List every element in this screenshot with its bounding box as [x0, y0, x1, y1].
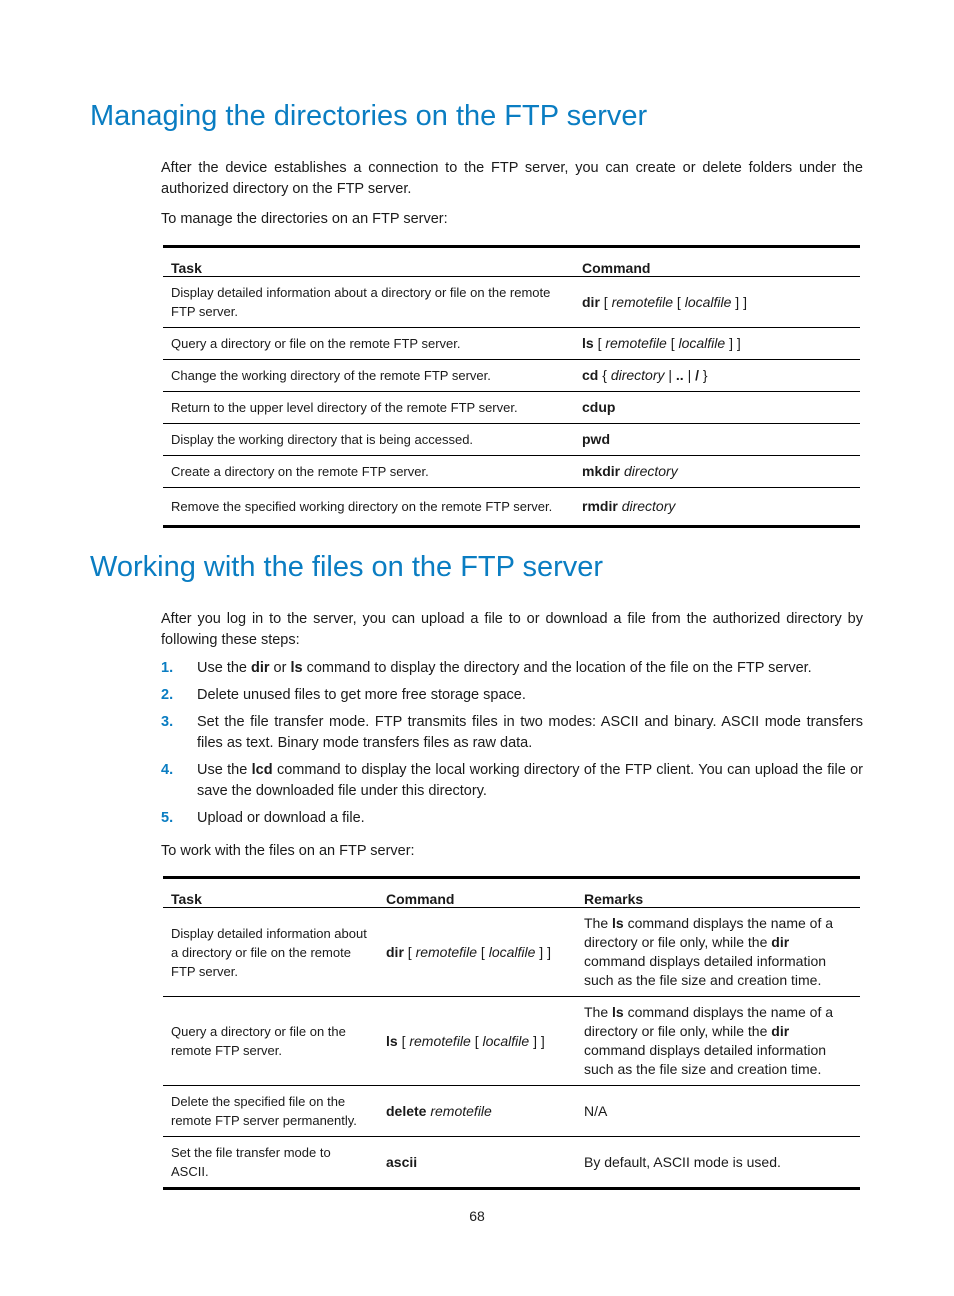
text-run: The: [584, 1004, 613, 1020]
table-row: [163, 1137, 860, 1189]
table-row: [163, 328, 860, 360]
command-cell: [574, 488, 860, 527]
step-number: 4.: [161, 762, 174, 778]
text-run: {: [598, 367, 611, 383]
command-cell: [574, 328, 860, 360]
step-number: 3.: [161, 714, 174, 730]
table-row: [163, 277, 860, 328]
keyword: ls: [612, 915, 624, 931]
section2-intro: After you log in to the server, you can upload a file to or download a file from the authorized directory by following these steps:: [161, 611, 863, 648]
steps-list: [161, 658, 863, 835]
argument: directory: [610, 367, 665, 383]
command-cell: [378, 908, 576, 997]
text-run: [: [666, 335, 679, 351]
command-cell: [574, 392, 860, 424]
header-command: Command: [574, 247, 860, 277]
command-cell: [574, 424, 860, 456]
keyword: ls: [290, 660, 303, 676]
argument: localfile: [482, 1032, 530, 1049]
text-run: [: [599, 293, 612, 310]
text-run: ] ]: [725, 335, 741, 351]
text-run: |: [664, 367, 676, 383]
table-header-row: [163, 247, 860, 277]
text-run: or: [269, 660, 291, 676]
task-cell: Query a directory or file on the remote FTP server.: [163, 328, 574, 360]
task-cell: Set the file transfer mode to ASCII.: [163, 1137, 378, 1189]
text-run: command displays detailed information such as the file size and creation time.: [584, 953, 827, 988]
argument: localfile: [684, 293, 732, 310]
task-cell: Query a directory or file on the remote FTP server.: [163, 997, 378, 1086]
text-run: ] ]: [731, 293, 747, 310]
text-run: ] ]: [535, 943, 551, 960]
text-run: [: [593, 335, 606, 351]
text-run: ] ]: [529, 1032, 545, 1049]
text-run: command displays the name of a directory or file only, while the: [584, 915, 834, 950]
table-row: [163, 1086, 860, 1137]
page-number: 68: [469, 1208, 485, 1224]
keyword: lcd: [251, 762, 273, 778]
keyword: pwd: [582, 431, 610, 447]
remarks-cell: [576, 1137, 860, 1189]
argument: remotefile: [409, 1032, 471, 1049]
keyword: dir: [771, 1023, 790, 1039]
text-run: [: [397, 1032, 410, 1049]
task-cell: Display the working directory that is being accessed.: [163, 424, 574, 456]
remarks-cell: [576, 908, 860, 997]
keyword: dir: [386, 943, 404, 960]
keyword: ascii: [386, 1153, 418, 1170]
table-row: [163, 424, 860, 456]
command-cell: [378, 997, 576, 1086]
text-run: N/A: [584, 1102, 608, 1119]
text-run: The: [584, 915, 613, 931]
text-run: Upload or download a file.: [197, 810, 365, 826]
keyword: dir: [771, 934, 790, 950]
text-run: Delete unused files to get more free storage space.: [197, 687, 526, 703]
keyword: cd: [582, 367, 599, 383]
text-run: |: [683, 367, 696, 383]
remarks-cell: [576, 1086, 860, 1137]
command-cell: [574, 277, 860, 328]
text-run: command to display the directory and the location of the file on the FTP server.: [302, 660, 812, 676]
text-run: command displays detailed information such as the file size and creation time.: [584, 1042, 827, 1077]
argument: directory: [621, 498, 676, 514]
task-cell: Remove the specified working directory on the remote FTP server.: [163, 488, 574, 527]
step-item: [161, 685, 863, 706]
text-run: }: [699, 367, 708, 383]
text-run: command to display the local working directory of the FTP client. You can upload the file or save the downloaded file under this directory.: [197, 762, 864, 799]
keyword: rmdir: [582, 498, 618, 514]
table-row: [163, 488, 860, 527]
argument: remotefile: [430, 1102, 492, 1119]
text-run: [: [477, 943, 489, 960]
text-run: Use the: [197, 762, 252, 778]
step-number: 1.: [161, 660, 174, 676]
task-cell: Return to the upper level directory of the remote FTP server.: [163, 392, 574, 424]
keyword: ls: [582, 335, 594, 351]
header-task: Task: [163, 247, 574, 277]
header-task: Task: [163, 878, 378, 908]
text-run: Set the file transfer mode. FTP transmits files in two modes: ASCII and binary. ASCII mode transfers files as text. Binary mode transfers files as raw data.: [197, 714, 863, 751]
text-run: By default, ASCII mode is used.: [584, 1153, 781, 1170]
argument: directory: [624, 463, 678, 479]
section1-heading: Managing the directories on the FTP server: [90, 100, 648, 132]
section2-lead: To work with the files on an FTP server:: [161, 843, 415, 859]
argument: localfile: [488, 943, 536, 960]
step-number: 5.: [161, 810, 174, 826]
text-run: [: [403, 943, 416, 960]
keyword: ls: [386, 1032, 398, 1049]
argument: localfile: [678, 335, 726, 351]
keyword: dir: [582, 293, 600, 310]
table-row: [163, 456, 860, 488]
keyword: /: [695, 367, 700, 383]
section2-heading: Working with the files on the FTP server: [90, 551, 604, 583]
section1-intro: After the device establishes a connection to the FTP server, you can create or delete folders under the authorized directory on the FTP server.: [161, 160, 863, 197]
header-command: Command: [378, 878, 576, 908]
table-header-row: [163, 878, 860, 908]
keyword: cdup: [582, 399, 616, 415]
task-cell: Create a directory on the remote FTP server.: [163, 456, 574, 488]
step-number: 2.: [161, 687, 174, 703]
keyword: ls: [612, 1004, 624, 1020]
keyword: dir: [251, 660, 270, 676]
table-row: [163, 360, 860, 392]
table-row: [163, 908, 860, 997]
argument: remotefile: [415, 943, 478, 960]
command-cell: [574, 456, 860, 488]
argument: remotefile: [605, 335, 667, 351]
step-item: [161, 658, 863, 679]
step-item: [161, 808, 863, 829]
section1-lead: To manage the directories on an FTP server:: [161, 211, 448, 227]
table-row: [163, 392, 860, 424]
keyword: mkdir: [582, 463, 621, 479]
text-run: Use the: [197, 660, 251, 676]
task-cell: Display detailed information about a directory or file on the remote FTP server.: [163, 908, 378, 997]
file-commands-table: [163, 876, 860, 1190]
directory-commands-table: [163, 245, 860, 528]
task-cell: Display detailed information about a directory or file on the remote FTP server.: [163, 277, 574, 328]
task-cell: Delete the specified file on the remote FTP server permanently.: [163, 1086, 378, 1137]
command-cell: [378, 1137, 576, 1189]
command-cell: [574, 360, 860, 392]
text-run: [: [673, 293, 685, 310]
argument: remotefile: [611, 293, 674, 310]
text-run: command displays the name of a directory or file only, while the: [584, 1004, 834, 1039]
step-item: [161, 712, 863, 754]
text-run: [: [470, 1032, 483, 1049]
keyword: ..: [675, 367, 684, 383]
command-cell: [378, 1086, 576, 1137]
remarks-cell: [576, 997, 860, 1086]
table-row: [163, 997, 860, 1086]
task-cell: Change the working directory of the remote FTP server.: [163, 360, 574, 392]
step-item: [161, 760, 863, 802]
keyword: delete: [386, 1102, 427, 1119]
header-remarks: Remarks: [576, 878, 860, 908]
